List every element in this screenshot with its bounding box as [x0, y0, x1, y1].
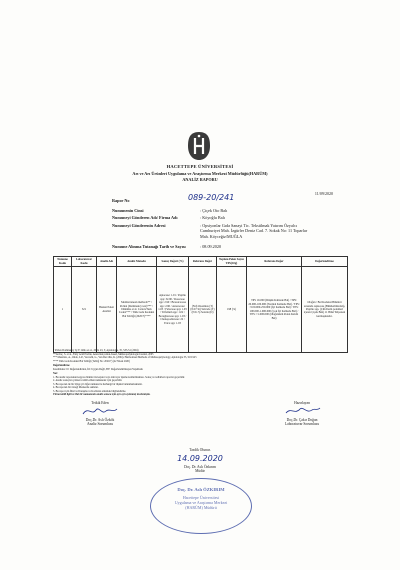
method-cell: Mediterranean methods** / Pollen (Dominancy test)*** / Dünüme et al. Cotton/Turk Codex*** / Türk Gıda Kodeksi Bal Tebliği (2020/7)**** [117, 267, 157, 353]
sample-code-cell: 1 [54, 267, 72, 353]
note-line: 5. Bu rapor için İthal ve Danışma ve Kodlarını anlamak bilgilendirme. [53, 389, 127, 393]
approval-title: Tasdik Olunur. [189, 448, 211, 452]
approval-date: 14.09.2020 [177, 454, 223, 463]
references-block [53, 349, 347, 397]
sender-label: Numuneyi Gönderen Adı/ Firma Adı [112, 215, 178, 220]
report-no-value: 089-20/241 [188, 193, 235, 202]
lab-code-cell: 321 [72, 267, 97, 353]
center-name: Arı ve Arı Ürünleri Uygulama ve Araştırma Merkezi Müdürlüğü(HARÜM) [132, 171, 268, 176]
header-cell: Değerlendirme [302, 257, 348, 267]
reference-cell: (Nd) Ozonmus (T) (N.U+4t) Salvade (T) (N.U.5) Setaria (D) [189, 267, 217, 353]
left-signature-role: Analiz Sorumlusu [86, 422, 114, 426]
table-row [54, 267, 348, 353]
stamp-name: Doç. Dr. Aslı ÖZKIRIM [177, 487, 225, 492]
accept-value: : 08.09.2020 [200, 244, 222, 249]
university-name: HACETTEPE ÜNİVERSİTESİ [166, 164, 234, 169]
sender-value: : Köyoğlu Balı [200, 215, 225, 220]
left-signature-title: Tetkik Eden [91, 401, 109, 405]
right-signature-block [262, 401, 342, 426]
approval-role: Müdür [195, 469, 205, 473]
right-signature-icon [282, 405, 322, 417]
stamp-org: Hacettepe Üniversitesi [182, 495, 220, 500]
note-line: 3. Bu raporun ile bir bölge yıl diğer numune ile herhangi bir ilişkisi bulunmamaktadır. [53, 382, 143, 386]
sample-type-label: Numunenin Cinsi [112, 208, 144, 213]
header-cell: Sonuç Değeri (%) [157, 257, 189, 267]
address-value: : Opsiyonlar Gıda Sanayi Tic. Tekstilmak Yatırım Özyalcı Cumhuriyet Mah. İzgürler Deniz Cad. 7. Sokak No: 11 Toparlar Mah. Köyceğiz/MUĞLA [200, 223, 308, 239]
approval-name: Doç. Dr. Aslı Özkırım [184, 465, 216, 469]
right-signature-role: Laboratuvar Sorumlusu [284, 422, 320, 426]
legend-text: Kısaltmalar: D: Değerlendirilen, İO: Uygun Değil, BY: Değerlendirilmeyen Yapılmadı [53, 367, 143, 371]
left-signature-block [60, 401, 140, 426]
note-line: 1. Bu analiz raporunun kopyası bitkiler ile kapatır veya izin tayır işleme kaldırılmaması. Sonuç ve tedbirleri raporlar geçerlidir. [53, 375, 185, 379]
tps-reference-cell: TPS 10-000 (Düşük Kalitede Bal) / TPS: 20.000-100.000 (Normal Kalitede Bal) / TPS: >100.000-250.000 (İyi Kalitede Bal) / TPS: 100.000-1.000.000 (Çok İyi Kalitede Bal) / TPS: >1.000.000 (Olağanüstü Polen Kalıtlı Bal) [247, 267, 302, 353]
table-header-row [54, 257, 348, 267]
report-date: 11/09/2020 [314, 191, 333, 196]
header-cell: Toplam Polen Sayısı TPS(10g) [217, 257, 247, 267]
report-no-label: Rapor No [112, 198, 130, 203]
stamp-org3: (HARÜM) Müdürü [185, 505, 217, 510]
right-signature-title: Hazırlayan [294, 401, 310, 405]
left-signature-name: Doç.Dr. Aslı Özkök [85, 418, 115, 422]
university-logo-icon [186, 131, 212, 161]
approval-block [150, 448, 250, 473]
note-line: 2. Analiz sonuçları yalnızca tahlil edilen numuneler için geçerlidir. [53, 379, 123, 382]
official-stamp [150, 478, 252, 534]
left-signature-icon [80, 405, 120, 417]
report-title: ANALİZ RAPORU [182, 177, 218, 182]
result-cell: Apiaceae: 1.01 / Papilio spp: 32.90 / Rosaceae spp: 2.90 / Brassicaceae spp: 2.90 / Asteraceae: 1.03 / Fabaceae spp: 1.03 / Trifolium spp: 1.02 / Boraginaceae spp: 1.03 / Chenopodiaceae: 22 / Erica spp: 1.03 [157, 267, 189, 353]
reference-line: **Sevinç, S. et al., Fatty Acid Profile, Anatolian pollen-based, Melissopalynologie Journal, 2005 [53, 352, 154, 356]
stamp-org2: Uygulama ve Araştırma Merkezi [174, 500, 228, 505]
address-label: Numuneyi Gönderenin Adresi [112, 223, 166, 228]
header-cell: Numune Kodu [54, 257, 72, 267]
legend-title: Değerlendirme [53, 364, 70, 367]
reference-line: * Pollen Dominancy by F. Oddo et al., 2004, 43, 3; Apidologie, 35, S33-S1 (2004) [53, 349, 139, 352]
sample-type-value: : Çiçek Oto Balı [200, 208, 228, 213]
header-cell: Analiz Metodu [117, 257, 157, 267]
analysis-cell: Baskın Polen Analizi [97, 267, 117, 353]
accept-label: Numune Alınma Tutanağı Tarih ve Sayısı [112, 244, 186, 249]
reference-line: *** Maurizio, A., Oddo, L.P., Vorwohl, G., Von Der Ohe, K. (2004). Harmonised Methods of Melissopalynology, Apidologie 35, S18-S25 [53, 356, 197, 359]
header-cell: Laboratuvar Kodu [72, 257, 97, 267]
tps-cell: 198 (%) [217, 267, 247, 353]
right-signature-name: Doç.Dr. Çakır Doğan [286, 418, 318, 422]
note-line: 4. Bu raporun bir örneği Merkezde saklanır. [53, 386, 99, 389]
reference-line: **** Türk Gıda Kodeksi Bal Tebliği (Tebliğ No: 2020/7) (22 Nisan 2020) [53, 359, 130, 363]
results-table [53, 256, 348, 353]
header-cell: Referans Değer [247, 257, 302, 267]
footer-note: Firma tahlil ilgili ve Bal bir numunenin analiz sonucu için ayrı ayrı eylemmiş incelemişim. [53, 393, 151, 396]
evaluation-cell: Olağan / Bal Kodeksi Bitkileri arasında Apiaceae (Bitkilerimizden), Papilio spp. (Çiftcilerin polenleri içeren Çiçek Balı) 11 Bitki Yelpazesi karmaşıktadır. [302, 267, 348, 353]
header-cell: Referans Değer [189, 257, 217, 267]
header-cell: Analiz Adı [97, 257, 117, 267]
note-title: Not: [53, 372, 58, 375]
